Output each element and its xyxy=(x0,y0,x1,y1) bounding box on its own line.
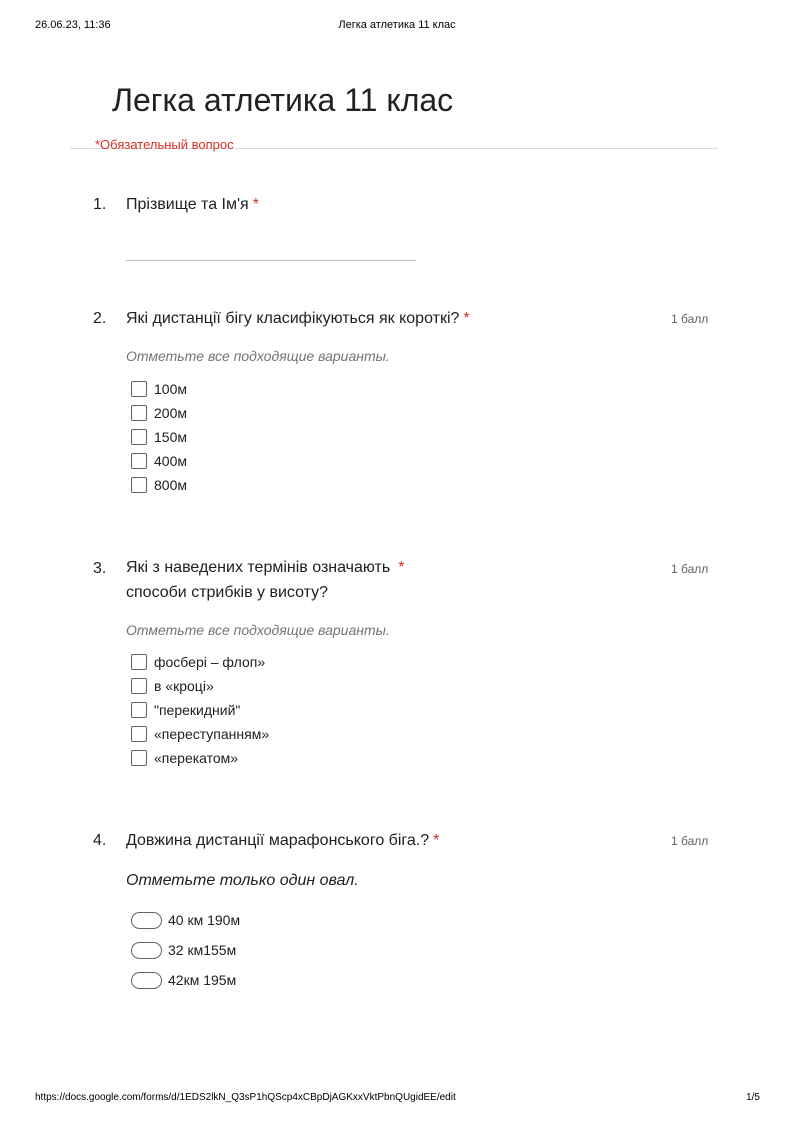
print-document-title: Легка атлетика 11 клас xyxy=(338,19,456,31)
checkbox[interactable] xyxy=(131,750,147,766)
option-label: 400м xyxy=(154,453,187,469)
form-title: Легка атлетика 11 клас xyxy=(112,82,454,118)
option-checkbox-perestupanniam[interactable] xyxy=(131,725,269,743)
radio-oval[interactable] xyxy=(131,972,162,989)
option-checkbox-perekydnyi[interactable] xyxy=(131,701,240,719)
question-label: Довжина дистанції марафонського біга.? xyxy=(126,832,430,849)
question-text xyxy=(126,192,259,217)
option-radio-32km-155m[interactable] xyxy=(131,941,236,959)
option-checkbox-200m[interactable] xyxy=(131,404,187,422)
radio-oval[interactable] xyxy=(131,942,162,959)
required-star: * xyxy=(252,196,259,213)
required-star: * xyxy=(433,832,440,849)
question-hint: Отметьте все подходящие варианты. xyxy=(126,622,390,638)
option-checkbox-100m[interactable] xyxy=(131,380,187,398)
option-label: 150м xyxy=(154,429,187,445)
option-label: «перекатом» xyxy=(154,750,239,766)
required-star: * xyxy=(463,310,470,327)
checkbox[interactable] xyxy=(131,678,147,694)
checkbox[interactable] xyxy=(131,453,147,469)
option-label: фосбері – флоп» xyxy=(154,654,266,670)
option-label: 42км 195м xyxy=(168,972,237,988)
checkbox[interactable] xyxy=(131,381,147,397)
option-label: «переступанням» xyxy=(154,726,270,742)
required-star: * xyxy=(398,559,405,576)
option-label: 100м xyxy=(154,381,187,397)
option-checkbox-v-krotsi[interactable] xyxy=(131,677,214,695)
option-checkbox-fosbury-flop[interactable] xyxy=(131,653,265,671)
option-checkbox-800m[interactable] xyxy=(131,476,187,494)
question-text xyxy=(126,306,470,331)
radio-oval[interactable] xyxy=(131,912,162,929)
question-text xyxy=(126,555,404,605)
points-label: 1 балл xyxy=(671,834,709,848)
points-label: 1 балл xyxy=(671,562,709,576)
question-hint: Отметьте только один овал. xyxy=(126,872,359,889)
question-label: Прізвище та Ім'я xyxy=(126,196,249,213)
option-checkbox-150m[interactable] xyxy=(131,428,187,446)
question-label: Які дистанції бігу класифікуються як короткі? xyxy=(126,310,460,327)
option-label: 200м xyxy=(154,405,187,421)
print-page-number: 1/5 xyxy=(746,1092,760,1103)
option-label: "перекидний" xyxy=(154,702,241,718)
print-datetime: 26.06.23, 11:36 xyxy=(35,19,111,31)
checkbox[interactable] xyxy=(131,726,147,742)
checkbox[interactable] xyxy=(131,429,147,445)
option-label: 32 км155м xyxy=(168,942,237,958)
question-label-line1: Які з наведених термінів означають xyxy=(126,559,391,576)
question-label-line2: способи стрибків у висоту? xyxy=(126,584,329,601)
option-label: 800м xyxy=(154,477,187,493)
checkbox[interactable] xyxy=(131,654,147,670)
required-question-note: *Обязательный вопрос xyxy=(95,137,234,152)
points-label: 1 балл xyxy=(671,312,709,326)
option-checkbox-perekatom[interactable] xyxy=(131,749,238,767)
option-radio-40km-190m[interactable] xyxy=(131,911,240,929)
question-number: 2. xyxy=(93,310,107,327)
question-number: 3. xyxy=(93,560,107,577)
short-answer-input[interactable] xyxy=(126,260,416,261)
question-hint: Отметьте все подходящие варианты. xyxy=(126,348,390,364)
checkbox[interactable] xyxy=(131,405,147,421)
option-radio-42km-195m[interactable] xyxy=(131,971,236,989)
question-number: 4. xyxy=(93,832,107,849)
checkbox[interactable] xyxy=(131,477,147,493)
question-number: 1. xyxy=(93,196,107,213)
question-text xyxy=(126,828,439,853)
option-label: 40 км 190м xyxy=(168,912,241,928)
option-label: в «кроці» xyxy=(154,678,214,694)
print-footer-url: https://docs.google.com/forms/d/1EDS2lkN_Q3sP1hQScp4xCBpDjAGKxxVktPbnQUgidEE/edit xyxy=(35,1092,456,1103)
option-checkbox-400m[interactable] xyxy=(131,452,187,470)
checkbox[interactable] xyxy=(131,702,147,718)
